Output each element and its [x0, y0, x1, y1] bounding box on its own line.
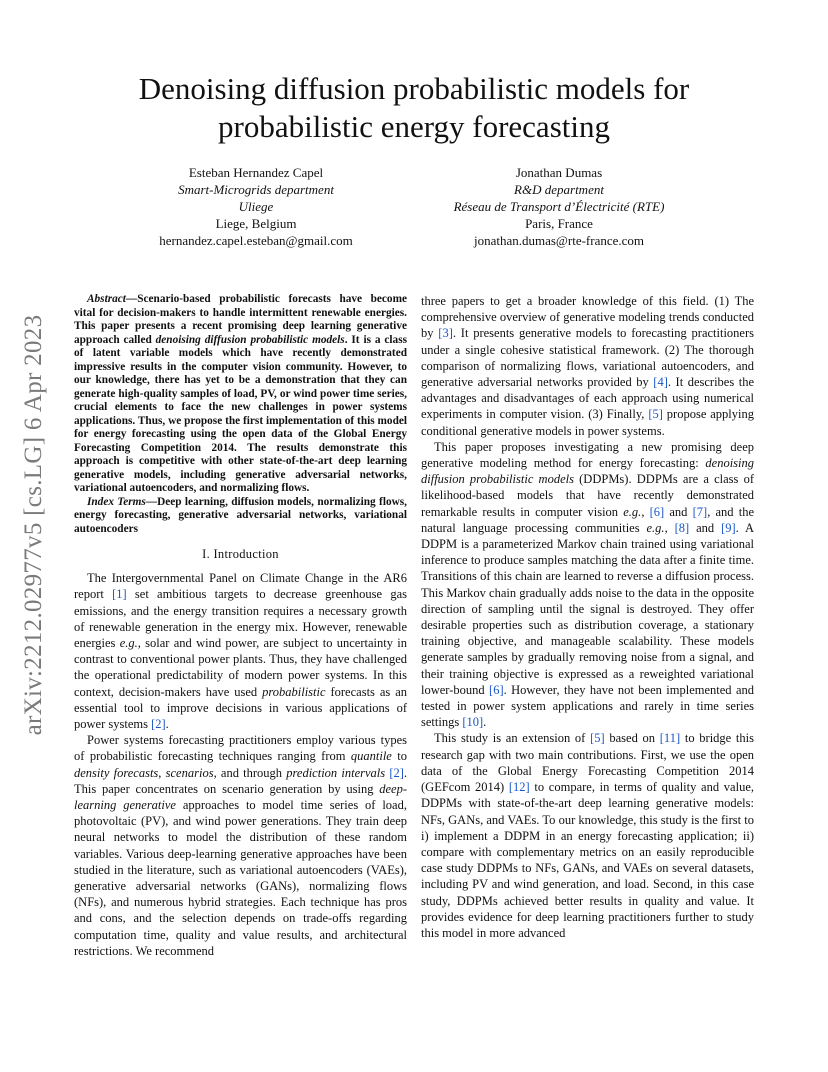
author-email: hernandez.capel.esteban@gmail.com [159, 233, 353, 248]
left-column [74, 293, 407, 959]
author-block-2 [394, 164, 724, 249]
citation-link[interactable]: [6] [649, 504, 665, 519]
author-block-1 [91, 164, 421, 249]
citation-link[interactable]: [5] [590, 731, 605, 746]
index-terms [74, 496, 407, 537]
intro-paragraph-2: Power systems forecasting practitioners employ various types of probabilistic forecasting techniques ranging from quantile to density forecasts, scenarios, and through prediction intervals [2]. This paper concentrates on scenario generation by using deep-learning generative approaches to model time series of load, photovoltaic (PV), and wind power generations. They train deep neural networks to model the distribution of these random variables. Various deep-learning generative approaches have been studied in the literature, such as variational autoencoders (VAEs), generative adversarial networks (GANs), normalizing flows (NFs), and numerous hybrid strategies. Each technique has pros and cons, and the selection depends on trade-offs regarding computation time, quality and value results, and architectural restrictions. We recommend [74, 733, 408, 958]
section-heading-text: I. Introduction [202, 547, 279, 561]
author-department: Smart-Microgrids department [178, 182, 334, 197]
citation-link[interactable]: [2] [389, 765, 404, 780]
citation-link[interactable]: [12] [508, 780, 530, 795]
intro-paragraph-5: This study is an extension of [5] based on [11] to bridge this research gap with two main contributions. First, we use the open data of the Global Energy Forecasting Competition 2014 (GEFcom 2014) [12] to compare, in terms of quality and value, DDPMs with state-of-the-art deep learning generative models: NFs, GANs, and VAEs. To our knowledge, this study is the first to i) implement a DDPM in an energy forecasting application; ii) compare with complementary metrics on an easily reproducible case study DDPMs to NFs, GANs, and VAEs on several datasets, including PV and wind generation, and load. Second, in this case study, DDPMs achieved better results in quality and value. It provides evidence for deep learning practitioners further to study this model in more advanced [421, 731, 754, 940]
abstract-text: —Scenario-based probabilistic forecasts have become vital for decision-makers to handle intermittent renewable energies. This paper presents a recent promising deep learning generative approach called [74, 293, 407, 346]
abstract-text: . It is a class of latent variable models which have recently demonstrated impressive results in the computer vision community. However, to our knowledge, there has yet to be a demonstration that they can generate high-quality samples of load, PV, or wind power time series, crucial elements to face the new challenges in power systems applications. Thus, we propose the first implementation of this model for energy forecasting using the open data of the Global Energy Forecasting Competition 2014. The results demonstrate this approach is competitive with other state-of-the-art deep learning generative models, including generative adversarial networks, variational autoencoders, and normalizing flows. [74, 333, 407, 494]
author-organization: Réseau de Transport d’Électricité (RTE) [453, 199, 665, 214]
intro-paragraph-1: The Intergovernmental Panel on Climate Change in the AR6 report [1] set ambitious targets to decrease greenhouse gas emissions, and the energy transition requires a necessary growth of renewable generation in the energy mix. However, renewable energies e.g., solar and wind power, are subject to uncertainty in contrast to conventional power plants. Thus, they have challenged the operational predictability of modern power systems. In this context, decision-makers have used probabilistic forecasts as an essential tool to improve decisions in various applications of power systems [2]. [74, 571, 407, 732]
title-line-2: probabilistic energy forecasting [218, 109, 610, 144]
citation-link[interactable]: [3] [438, 326, 453, 341]
citation-link[interactable]: [4] [653, 375, 668, 390]
paper-title [0, 70, 828, 146]
citation-link[interactable]: [1] [112, 587, 127, 602]
citation-link[interactable]: [11] [659, 731, 681, 746]
citation-link[interactable]: [7] [692, 504, 708, 519]
citation-link[interactable]: [6] [489, 682, 504, 697]
right-column [421, 293, 754, 941]
citation-link[interactable]: [2] [151, 717, 166, 732]
intro-paragraph-3: three papers to get a broader knowledge of this field. (1) The comprehensive overview of generative modeling trends conducted by [3]. It presents generative models to forecasting practitioners under a single cohesive statistical framework. (2) The thorough comparison of normalizing flows, variational autoencoders, and generative adversarial networks provided by [4]. It describes the advantages and disadvantages of each approach using numerical experiments in computer vision. (3) Finally, [5] propose applying conditional generative models in power systems. [421, 294, 755, 438]
citation-link[interactable]: [8] [674, 520, 690, 535]
abstract-emphasis: denoising diffusion probabilistic models [155, 333, 345, 346]
author-organization: Uliege [238, 199, 274, 214]
title-line-1: Denoising diffusion probabilistic models for [138, 71, 690, 106]
abstract [74, 293, 407, 496]
index-terms-text: —Deep learning, diffusion models, normalizing flows, energy forecasting, generative adversarial networks, variational autoencoders [74, 495, 407, 535]
section-heading [74, 546, 407, 562]
author-email: jonathan.dumas@rte-france.com [473, 233, 645, 248]
author-location: Paris, France [525, 216, 593, 231]
citation-link[interactable]: [10] [462, 715, 484, 730]
author-name: Jonathan Dumas [515, 165, 603, 180]
abstract-label: Abstract [87, 293, 126, 305]
author-department: R&D department [514, 182, 604, 197]
citation-link[interactable]: [5] [648, 407, 663, 422]
arxiv-identifier: arXiv:2212.02977v5 [cs.LG] 6 Apr 2023 [20, 314, 47, 736]
author-location: Liege, Belgium [215, 216, 297, 231]
index-terms-label: Index Terms [87, 495, 146, 508]
citation-link[interactable]: [9] [721, 520, 736, 535]
arxiv-sidebar [12, 290, 56, 760]
author-name: Esteban Hernandez Capel [188, 165, 324, 180]
intro-paragraph-4: This paper proposes investigating a new promising deep generative modeling method for energy forecasting: denoising diffusion probabilistic models (DDPMs). DDPMs are a class of likelihood-based models that have recently demonstrated remarkable results in computer vision e.g., [6] and [7], and the natural language processing communities e.g., [8] and [9]. A DDPM is a parameterized Markov chain trained using variational inference to produce samples matching the data after a finite time. Transitions of this chain are learned to reverse a diffusion process. This Markov chain gradually adds noise to the data in the opposite direction of sampling until the signal is destroyed. They offer desirable properties such as distribution coverage, a stationary training objective, and manageable scalability. These models generate samples by gradually removing noise from a signal, and their training objective is expressed as a reweighted variational lower-bound [6]. However, they have not been implemented and tested in power system applications and rarely in time series settings [10]. [421, 439, 755, 730]
